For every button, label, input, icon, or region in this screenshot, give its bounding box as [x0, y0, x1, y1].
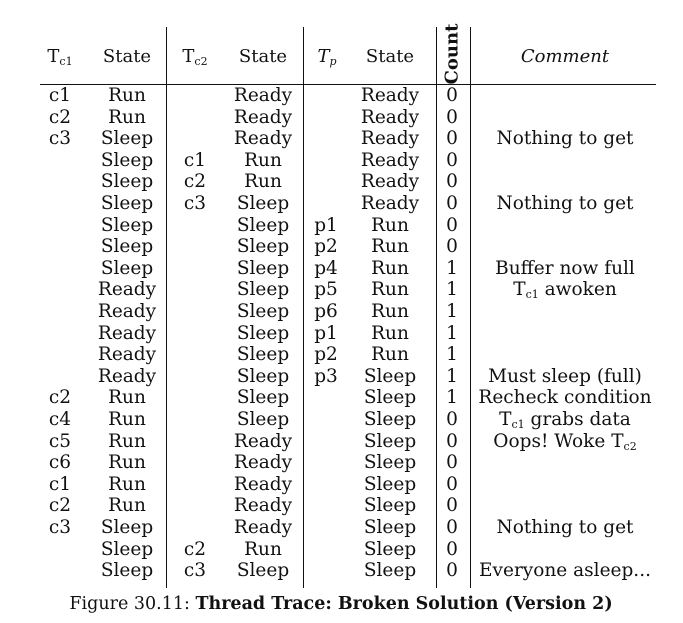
header-state3: State	[365, 46, 415, 67]
state3-cell: Sleep	[363, 560, 417, 582]
state1-cell: Ready	[97, 279, 157, 301]
tp-cell: p2	[314, 344, 338, 366]
state2-cell: Sleep	[236, 279, 290, 301]
count-cell: 0	[446, 430, 458, 452]
state3-cell: Sleep	[363, 473, 417, 495]
state2-cell: Ready	[233, 106, 293, 128]
count-cell: 0	[446, 128, 458, 150]
header-tc1: $T_{c1}$	[47, 46, 73, 68]
state2-cell: Ready	[233, 85, 293, 106]
state2-cell: Sleep	[236, 236, 290, 258]
header-tp: $T_p$	[317, 46, 337, 68]
state3-cell: Run	[371, 322, 409, 344]
count-cell: 0	[446, 517, 458, 538]
tp-cell: p1	[314, 322, 338, 344]
state3-cell: Ready	[360, 171, 420, 193]
state3-cell: Sleep	[363, 517, 417, 538]
count-cell: 0	[446, 85, 458, 106]
count-cell: 0	[446, 214, 458, 236]
header-comment: Comment	[520, 46, 610, 67]
count-cell: 0	[446, 473, 458, 495]
count-cell: 0	[446, 236, 458, 258]
state1-cell: Sleep	[100, 538, 154, 560]
column-divider-2	[303, 27, 304, 588]
state1-cell: Run	[108, 409, 146, 430]
tc1-cell: c3	[48, 517, 72, 538]
comment-cell: Must sleep (full)	[488, 365, 642, 387]
comment-cell: Buffer now full	[495, 257, 635, 279]
state3-cell: Run	[371, 257, 409, 279]
state3-cell: Sleep	[363, 452, 417, 474]
state2-cell: Sleep	[236, 409, 290, 430]
state1-cell: Run	[108, 473, 146, 495]
tp-cell: p4	[314, 257, 338, 279]
state1-cell: Ready	[97, 322, 157, 344]
column-divider-1	[166, 27, 167, 588]
tc1-cell: c4	[48, 409, 72, 430]
count-cell: 0	[446, 171, 458, 193]
count-cell: 1	[446, 322, 458, 344]
header-tc2: $T_{c2}$	[182, 46, 208, 68]
state3-cell: Ready	[360, 106, 420, 128]
tp-cell: p3	[314, 365, 338, 387]
count-cell: 0	[446, 495, 458, 517]
tc1-cell: c1	[48, 85, 72, 106]
state2-cell: Sleep	[236, 344, 290, 366]
state2-cell: Run	[244, 538, 282, 560]
column-divider-4	[470, 27, 471, 588]
header-count: Count	[441, 23, 463, 85]
state1-cell: Sleep	[100, 560, 154, 582]
state1-cell: Sleep	[100, 236, 154, 258]
comment-cell: $T_{c1}$ awoken	[513, 279, 617, 302]
state2-cell: Sleep	[236, 214, 290, 236]
state3-cell: Run	[371, 279, 409, 301]
state1-cell: Ready	[97, 365, 157, 387]
state2-cell: Sleep	[236, 257, 290, 279]
count-cell: 0	[446, 106, 458, 128]
state1-cell: Sleep	[100, 171, 154, 193]
tc2-cell: c2	[183, 538, 207, 560]
state2-cell: Sleep	[236, 560, 290, 582]
count-cell: 1	[446, 365, 458, 387]
state3-cell: Ready	[360, 128, 420, 150]
state1-cell: Run	[108, 106, 146, 128]
state3-cell: Run	[371, 236, 409, 258]
comment-cell: Everyone asleep...	[479, 560, 651, 582]
state1-cell: Sleep	[100, 257, 154, 279]
state2-cell: Ready	[233, 517, 293, 538]
header-state2: State	[238, 46, 288, 67]
comment-cell: Nothing to get	[496, 128, 634, 150]
state1-cell: Sleep	[100, 214, 154, 236]
count-cell: 0	[446, 149, 458, 171]
comment-cell: $T_{c1}$ grabs data	[499, 409, 631, 431]
header-state1: State	[102, 46, 152, 67]
tp-cell: p6	[314, 301, 338, 322]
state3-cell: Run	[371, 214, 409, 236]
tp-cell: p2	[314, 236, 338, 258]
state3-cell: Ready	[360, 149, 420, 171]
tp-cell: p5	[314, 279, 338, 301]
state3-cell: Sleep	[363, 538, 417, 560]
tc2-cell: c1	[183, 149, 207, 171]
figure-caption	[69, 594, 612, 614]
count-cell: 1	[446, 279, 458, 301]
comment-cell: Nothing to get	[496, 517, 634, 538]
state2-cell: Ready	[233, 430, 293, 452]
state3-cell: Sleep	[363, 387, 417, 409]
state1-cell: Sleep	[100, 149, 154, 171]
tc2-cell: c3	[183, 193, 207, 214]
tc2-cell: c3	[183, 560, 207, 582]
count-cell: 0	[446, 452, 458, 474]
comment-cell: Oops! Woke $T_{c2}$	[493, 430, 637, 453]
state1-cell: Ready	[97, 344, 157, 366]
tc1-cell: c5	[48, 430, 72, 452]
state1-cell: Sleep	[100, 193, 154, 214]
state2-cell: Run	[244, 171, 282, 193]
state3-cell: Sleep	[363, 495, 417, 517]
count-cell: 0	[446, 560, 458, 582]
state3-cell: Run	[371, 344, 409, 366]
count-cell: 1	[446, 387, 458, 409]
column-divider-3	[436, 27, 437, 588]
tc1-cell: c3	[48, 128, 72, 150]
state3-cell: Sleep	[363, 409, 417, 430]
state2-cell: Ready	[233, 128, 293, 150]
state2-cell: Run	[244, 149, 282, 171]
state2-cell: Ready	[233, 495, 293, 517]
state3-cell: Ready	[360, 193, 420, 214]
count-cell: 0	[446, 193, 458, 214]
comment-cell: Recheck condition	[478, 387, 652, 409]
tc1-cell: c6	[48, 452, 72, 474]
tc1-cell: c2	[48, 387, 72, 409]
caption-label: Figure 30.11:	[69, 594, 190, 614]
state1-cell: Sleep	[100, 517, 154, 538]
state1-cell: Ready	[97, 301, 157, 322]
count-cell: 1	[446, 344, 458, 366]
state1-cell: Run	[108, 495, 146, 517]
tc1-cell: c1	[48, 473, 72, 495]
tc1-cell: c2	[48, 495, 72, 517]
state3-cell: Sleep	[363, 365, 417, 387]
state3-cell: Sleep	[363, 430, 417, 452]
count-cell: 1	[446, 301, 458, 322]
state1-cell: Sleep	[100, 128, 154, 150]
state3-cell: Ready	[360, 85, 420, 106]
state2-cell: Sleep	[236, 365, 290, 387]
state1-cell: Run	[108, 387, 146, 409]
comment-cell: Nothing to get	[496, 193, 634, 214]
state2-cell: Sleep	[236, 193, 290, 214]
state2-cell: Sleep	[236, 301, 290, 322]
tp-cell: p1	[314, 214, 338, 236]
state1-cell: Run	[108, 85, 146, 106]
state3-cell: Run	[371, 301, 409, 322]
state2-cell: Sleep	[236, 322, 290, 344]
count-cell: 0	[446, 538, 458, 560]
state2-cell: Ready	[233, 452, 293, 474]
state1-cell: Run	[108, 430, 146, 452]
state2-cell: Ready	[233, 473, 293, 495]
count-cell: 0	[446, 409, 458, 430]
tc1-cell: c2	[48, 106, 72, 128]
state1-cell: Run	[108, 452, 146, 474]
count-cell: 1	[446, 257, 458, 279]
caption-title: Thread Trace: Broken Solution (Version 2)	[195, 594, 613, 614]
tc2-cell: c2	[183, 171, 207, 193]
state2-cell: Sleep	[236, 387, 290, 409]
